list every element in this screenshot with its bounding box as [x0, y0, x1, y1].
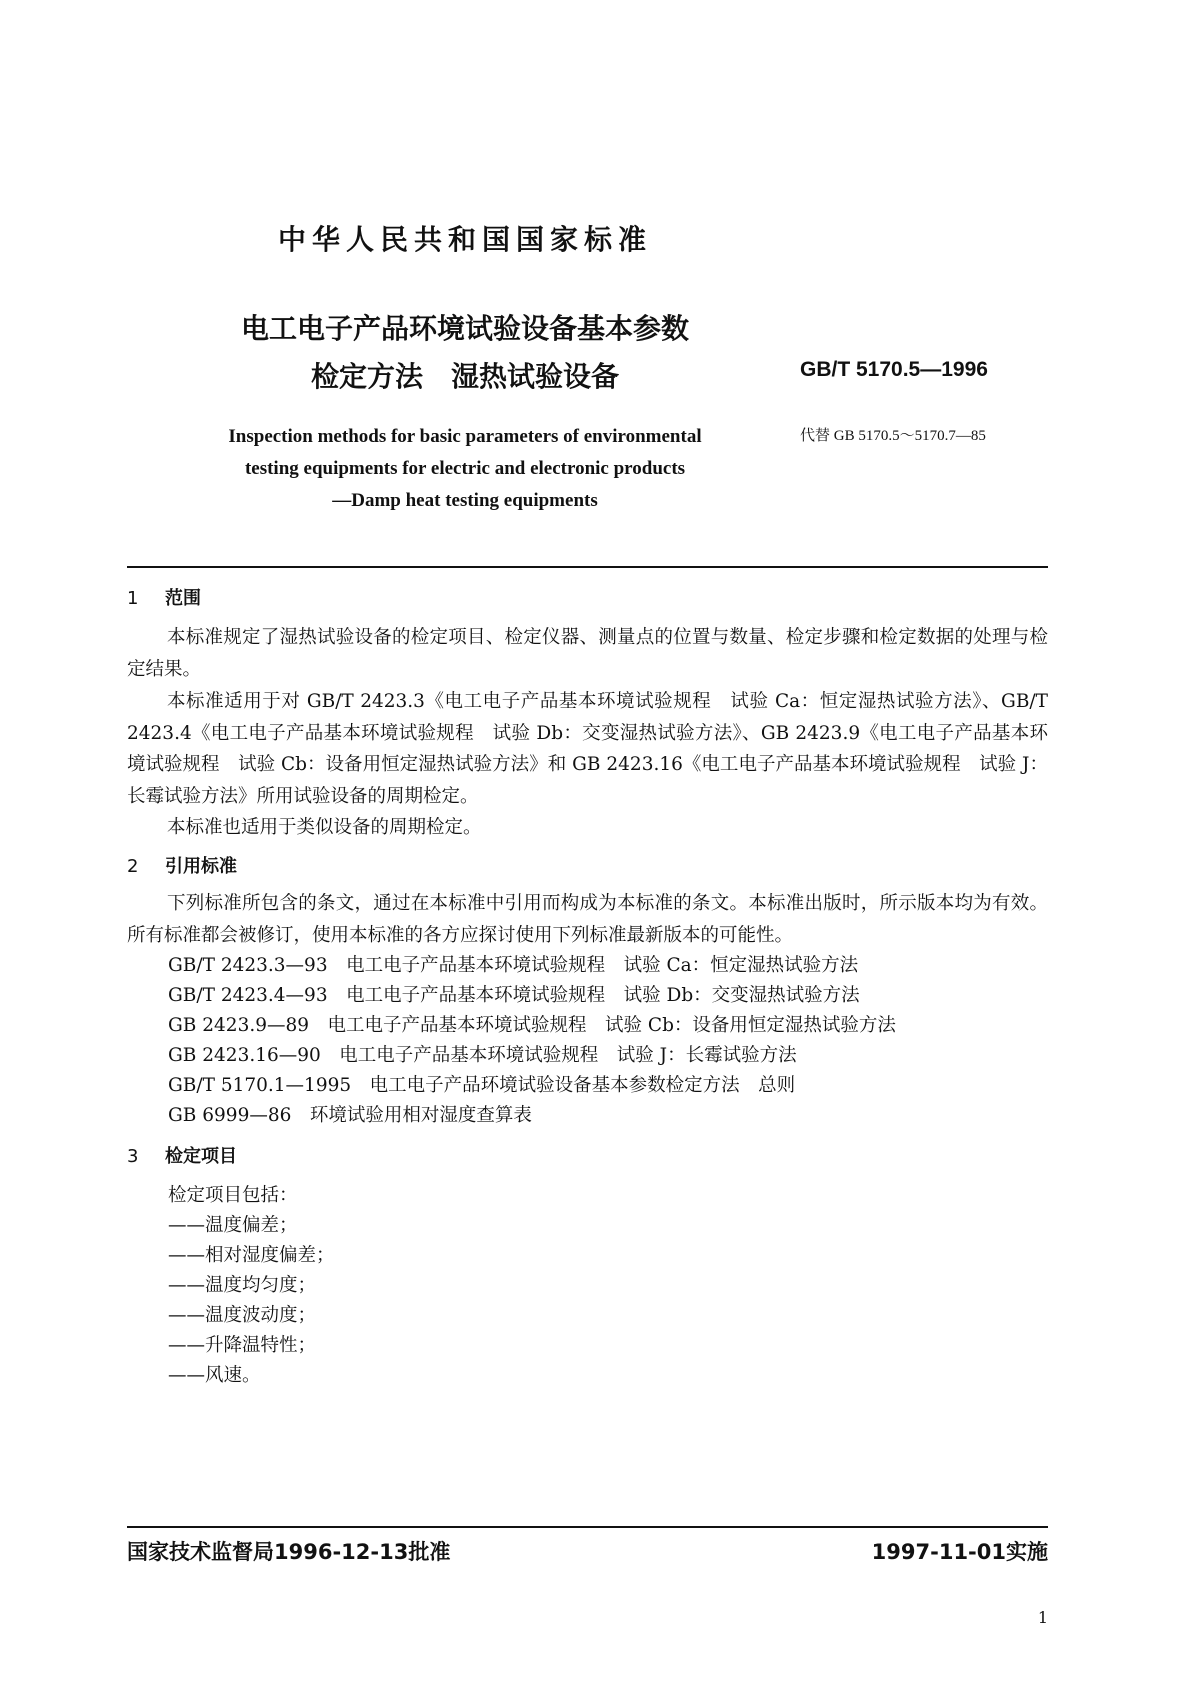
reference-item: GB 6999—86 环境试验用相对湿度查算表 [168, 1105, 532, 1126]
inspection-item: ——风速。 [168, 1365, 261, 1386]
section-title: 范围 [165, 588, 201, 609]
reference-item: GB/T 2423.3—93 电工电子产品基本环境试验规程 试验 Ca：恒定湿热试验方法 [168, 955, 859, 976]
section-2-heading [127, 852, 237, 878]
section-number: 1 [127, 588, 139, 609]
title-zh-line-1: 电工电子产品环境试验设备基本参数 [240, 312, 689, 345]
header-divider [127, 566, 1048, 568]
inspection-item: ——温度波动度； [168, 1305, 317, 1326]
implementation-note: 1997-11-01实施 [871, 1540, 1048, 1564]
replaces-note: 代替 GB 5170.5～5170.7—85 [800, 428, 986, 444]
section-1-paragraph-1: 本标准规定了湿热试验设备的检定项目、检定仪器、测量点的位置与数量、检定步骤和检定数据的处理与检定结果。 [127, 627, 1048, 680]
section-1-paragraph-2: 本标准适用于对 GB/T 2423.3《电工电子产品基本环境试验规程 试验 Ca：恒定湿热试验方法》、GB/T 2423.4《电工电子产品基本环境试验规程 试验 Db：交变湿热试验方法》、GB 2423.9《电工电子产品基本环境试验规程 试验 Cb：设备用恒定湿热试验方法》和 GB 2423.16《电工电子产品基本环境试验规程 试验 J：长霉试验方法》所用试验设备的周期检定。 [127, 691, 1048, 807]
reference-item: GB/T 5170.1—1995 电工电子产品环境试验设备基本参数检定方法 总则 [168, 1075, 796, 1096]
reference-item: GB/T 2423.4—93 电工电子产品基本环境试验规程 试验 Db：交变湿热试验方法 [168, 985, 860, 1006]
reference-item: GB 2423.9—89 电工电子产品基本环境试验规程 试验 Cb：设备用恒定湿热试验方法 [168, 1015, 896, 1036]
section-2-paragraph-1: 下列标准所包含的条文，通过在本标准中引用而构成为本标准的条文。本标准出版时，所示版本均为有效。所有标准都会被修订，使用本标准的各方应探讨使用下列标准最新版本的可能性。 [127, 893, 1048, 946]
title-en-line-3: —Damp heat testing equipments [332, 490, 598, 511]
title-en-line-1: Inspection methods for basic parameters of environmental [228, 426, 702, 447]
inspection-item: ——相对湿度偏差； [168, 1245, 335, 1266]
inspection-item: ——升降温特性； [168, 1335, 317, 1356]
inspection-item: ——温度均匀度； [168, 1275, 317, 1296]
title-zh-line-2: 检定方法 湿热试验设备 [310, 360, 619, 393]
page-number: 1 [1037, 1608, 1048, 1627]
section-1-heading [127, 584, 201, 610]
footer-divider [127, 1526, 1048, 1528]
reference-item: GB 2423.16—90 电工电子产品基本环境试验规程 试验 J：长霉试验方法 [168, 1045, 797, 1066]
section-3-heading [127, 1142, 237, 1168]
approval-note: 国家技术监督局1996-12-13批准 [127, 1540, 451, 1564]
title-en-line-2: testing equipments for electric and electronic products [244, 458, 686, 479]
standard-code: GB/T 5170.5—1996 [800, 358, 988, 381]
section-number: 3 [127, 1146, 139, 1167]
national-standard-label: 中华人民共和国国家标准 [277, 223, 652, 256]
inspection-item: ——温度偏差； [168, 1215, 298, 1236]
inspection-items-intro: 检定项目包括： [168, 1185, 298, 1206]
section-title: 引用标准 [165, 856, 237, 877]
section-1-paragraph-3: 本标准也适用于类似设备的周期检定。 [167, 817, 482, 838]
section-number: 2 [127, 856, 139, 877]
section-title: 检定项目 [165, 1146, 237, 1167]
